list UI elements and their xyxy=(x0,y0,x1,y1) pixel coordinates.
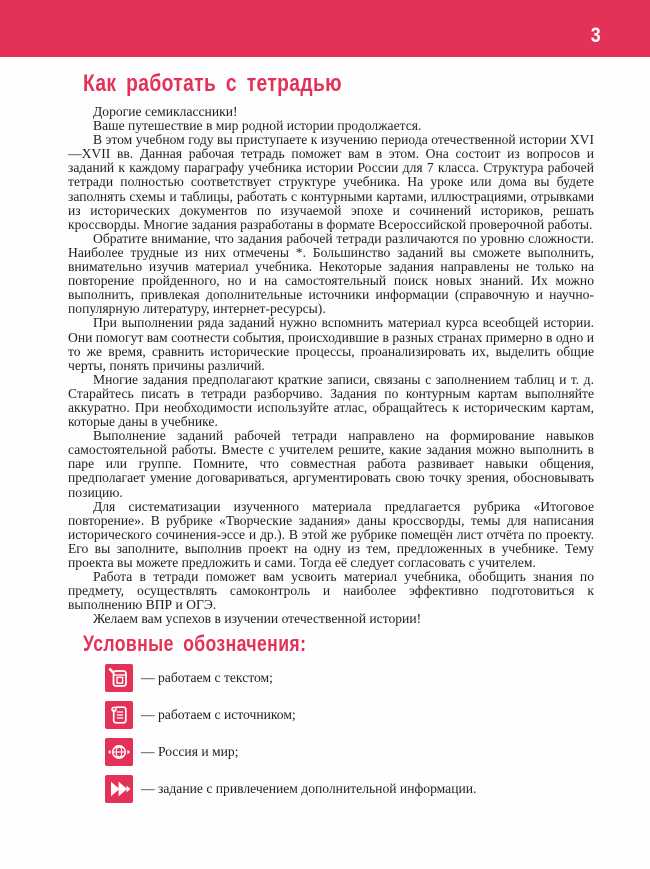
legend-item xyxy=(105,775,476,803)
page-title: Как работать с тетрадью xyxy=(83,70,342,97)
legend-list xyxy=(105,664,476,812)
body-paragraph: В этом учебном году вы приступаете к изучению периода отечественной истории XVI—XVII вв. Данная рабочая тетрадь поможет вам в этом. Она состоит из вопросов и заданий к каждому параграфу учебника истории России для 7 класса. Структура рабочей тетради полностью соответствует структуре учебника. На уроке или дома вы будете заполнять схемы и таблицы, работать с контурными картами, иллюстрациями, отрывками из исторических документов по изучаемой эпохе и сочинений историков, решать кроссворды. Многие задания разработаны в формате Всероссийской проверочной работы. xyxy=(68,132,594,232)
body-paragraph: При выполнении ряда заданий нужно вспомнить материал курса всеобщей истории. Они помогут вам соотнести события, происходившие в разных странах примерно в одно и то же время, сравнить исторические процессы, проанализировать их, выделить общие черты, понять причины различий. xyxy=(68,315,594,373)
fast-forward-icon xyxy=(105,775,133,803)
legend-item xyxy=(105,738,476,766)
header-band xyxy=(0,0,650,57)
body-paragraph: Выполнение заданий рабочей тетради направлено на формирование навыков самостоятельной работы. Вместе с учителем решите, какие задания можно выполнить в паре или группе. Помните, что совместная работа развивает навыки общения, предполагает умение договариваться, аргументировать свою точку зрения, обосновывать позицию. xyxy=(68,428,594,500)
body-paragraph: Желаем вам успехов в изучении отечественной истории! xyxy=(93,611,422,627)
legend-item xyxy=(105,701,476,729)
body-paragraph: Обратите внимание, что задания рабочей тетради различаются по уровню сложности. Наиболее трудные из них отмечены *. Большинство заданий вы сможете выполнить, внимательно изучив материал учебника. Некоторые задания направлены не только на повторение пройденного, но и на самостоятельный поиск новых знаний. Их можно выполнить, привлекая дополнительные источники информации (справочную и научно-популярную литературу, интернет-ресурсы). xyxy=(68,230,594,317)
legend-heading: Условные обозначения: xyxy=(83,631,307,656)
legend-item-label: — Россия и мир; xyxy=(141,744,239,759)
globe-icon xyxy=(105,738,133,766)
body-paragraph: Многие задания предполагают краткие записи, связаны с заполнением таблиц и т. д. Старайтесь писать в тетради разборчиво. Задания по контурным картам выполняйте аккуратно. При необходимости используйте атлас, обращайтесь к историческим картам, которые даны в учебнике. xyxy=(68,371,594,430)
page-number: 3 xyxy=(591,24,601,47)
legend-item xyxy=(105,664,476,692)
intro-text xyxy=(68,105,594,626)
scroll-icon xyxy=(105,701,133,729)
body-paragraph: Работа в тетради поможет вам усвоить материал учебника, обобщить знания по предмету, осуществлять самоконтроль и наиболее эффективно подготовиться к выполнению ВПР и ОГЭ. xyxy=(68,569,594,613)
body-paragraph: Ваше путешествие в мир родной истории продолжается. xyxy=(93,118,422,134)
notepad-pencil-icon xyxy=(105,664,133,692)
body-paragraph: Для систематизации изученного материала предлагается рубрика «Итоговое повторение». В рубрике «Творческие задания» даны кроссворды, темы для написания исторического сочинения-эссе и др.). В этой же рубрике помещён лист отчёта по проекту. Его вы заполните, выполнив проект на одну из тем, предложенных в учебнике. Тему проекта вы можете предложить и сами. Тогда её следует согласовать с учителем. xyxy=(68,498,594,570)
legend-item-label: — задание с привлечением дополнительной информации. xyxy=(141,781,477,796)
body-paragraph: Дорогие семиклассники! xyxy=(93,104,238,119)
legend-item-label: — работаем с текстом; xyxy=(141,670,273,685)
legend-item-label: — работаем с источником; xyxy=(141,707,296,722)
